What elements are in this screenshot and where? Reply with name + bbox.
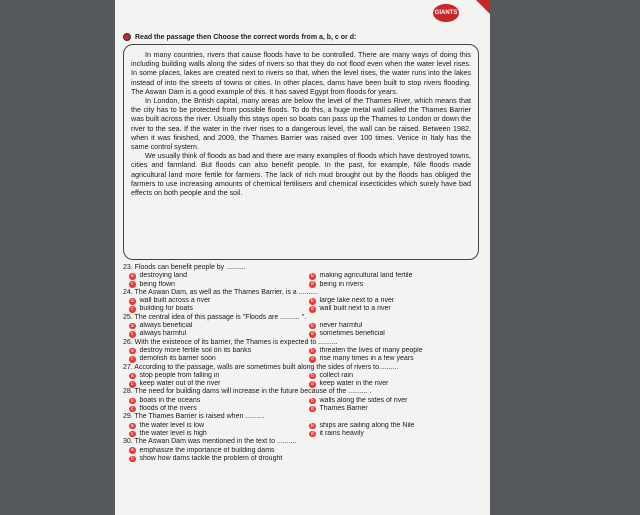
option-b[interactable]: b making agricultural land fertile xyxy=(310,272,413,280)
option-b[interactable]: b never harmful xyxy=(310,322,363,330)
option-c[interactable]: c floods of the rivers xyxy=(131,405,197,413)
option-c[interactable]: c the water level is high xyxy=(131,429,207,437)
option-d[interactable]: d it rains heavily xyxy=(310,429,364,437)
question-list xyxy=(123,264,483,463)
option-a[interactable]: a always beneficial xyxy=(130,322,193,330)
option-d[interactable]: d rise many times in a few years xyxy=(310,355,414,363)
question-26: 26. With the existence of its barrier, the Thames is expected to .......... xyxy=(123,338,338,346)
question-27: 27. According to the passage, walls are sometimes built along the sides of rivers to.......... xyxy=(123,363,399,371)
option-c[interactable]: c demolish its barrier soon xyxy=(131,355,216,363)
option-c[interactable]: c keep water out of the river xyxy=(131,380,221,388)
worksheet-page xyxy=(115,0,490,515)
option-c[interactable]: c always harmful xyxy=(131,330,187,338)
option-b[interactable]: b threaten the lives of many people xyxy=(310,346,423,354)
option-d[interactable]: d wall built next to a river xyxy=(310,305,391,313)
option-b[interactable]: b collect rain xyxy=(310,371,353,379)
passage-paragraph-2: In London, the British capital, many areas are below the level of the Thames River, which means that the city has to be protected from possible floods. To do this, a huge metal wall called the Thames Barrier was built across the river. Usually this stays open so boats can pass up the Thames to London or down the river to the sea. If the water in the river rises to a dangerous level, the wall can be raised. Between 1982, when it was finished, and 2009, the Thames Barrier was raised over 100 times. Venice in Italy has the same control system. xyxy=(131,96,471,152)
question-25: 25. The central idea of this passage is "Floods are .......... ". xyxy=(123,313,307,321)
giants-logo: GIANTS xyxy=(433,4,459,22)
option-a[interactable]: a boats in the oceans xyxy=(130,396,201,404)
option-a[interactable]: a stop people from falling in xyxy=(130,371,220,379)
option-a[interactable]: a emphasize the importance of building dams xyxy=(130,446,275,454)
option-a[interactable]: a destroying land xyxy=(130,272,187,280)
passage-paragraph-1: In many countries, rivers that cause floods have to be controlled. There are many ways of doing this including building walls along the sides of rivers so that they do not flood even when the water level rises. In some places, lakes are created next to rivers so that, when the level rises, the water runs into the lakes instead of into the streets of towns or cities. In other places, dams have been built to stop rivers flooding. The Aswan Dam is a good example of this. It has saved Egypt from floods for years. xyxy=(131,50,471,96)
option-d[interactable]: d Thames Barrier xyxy=(310,405,368,413)
reading-passage xyxy=(123,44,479,260)
option-d[interactable]: d sometimes beneficial xyxy=(310,330,385,338)
instruction xyxy=(123,33,356,41)
instruction-text: Read the passage then Choose the correct words from a, b, c or d: xyxy=(135,33,357,41)
passage-paragraph-3: We usually think of floods as bad and there are many examples of floods which have destroyed towns, cities and farmland. But floods can also benefit people. In the past, for example, Nile floods made agricultural land more fertile for farmers. The lack of rich mud brought out by the floods has obliged the farmers to use increasing amounts of chemical fertilisers and chemical insecticides which surely have bad effects on both people and the soil. xyxy=(131,151,471,198)
option-c[interactable]: c building for boats xyxy=(131,305,193,313)
option-d[interactable]: d keep water in the river xyxy=(310,380,389,388)
question-23: 23. Floods can benefit people by .......... xyxy=(123,264,246,271)
corner-ribbon xyxy=(476,0,490,14)
option-c[interactable]: c being flown xyxy=(131,280,175,288)
question-28: 28. The need for building dams will increase in the future because of the .......... . xyxy=(123,388,372,396)
option-d[interactable]: d being in rivers xyxy=(310,280,364,288)
question-30: 30. The Aswan Dam was mentioned in the text to .......... xyxy=(123,438,297,446)
option-b[interactable]: b ships are sailing along the Nile xyxy=(310,421,415,429)
option-b[interactable]: b walls along the sides of river xyxy=(310,396,408,404)
option-a[interactable]: a the water level is low xyxy=(130,421,205,429)
question-29: 29. The Thames Barrier is raised when .......... xyxy=(123,413,265,421)
option-a[interactable]: a destroy more fertile soil on its banks xyxy=(130,346,252,354)
option-b[interactable]: b large lake next to a river xyxy=(310,297,395,305)
option-c[interactable]: b show how dams tackle the problem of drought xyxy=(130,454,283,462)
option-a[interactable]: a wall built across a river xyxy=(130,297,211,305)
instruction-bullet-icon xyxy=(123,33,131,41)
question-24: 24. The Aswan Dam, as well as the Thames Barrier, is a .......... xyxy=(123,288,319,296)
